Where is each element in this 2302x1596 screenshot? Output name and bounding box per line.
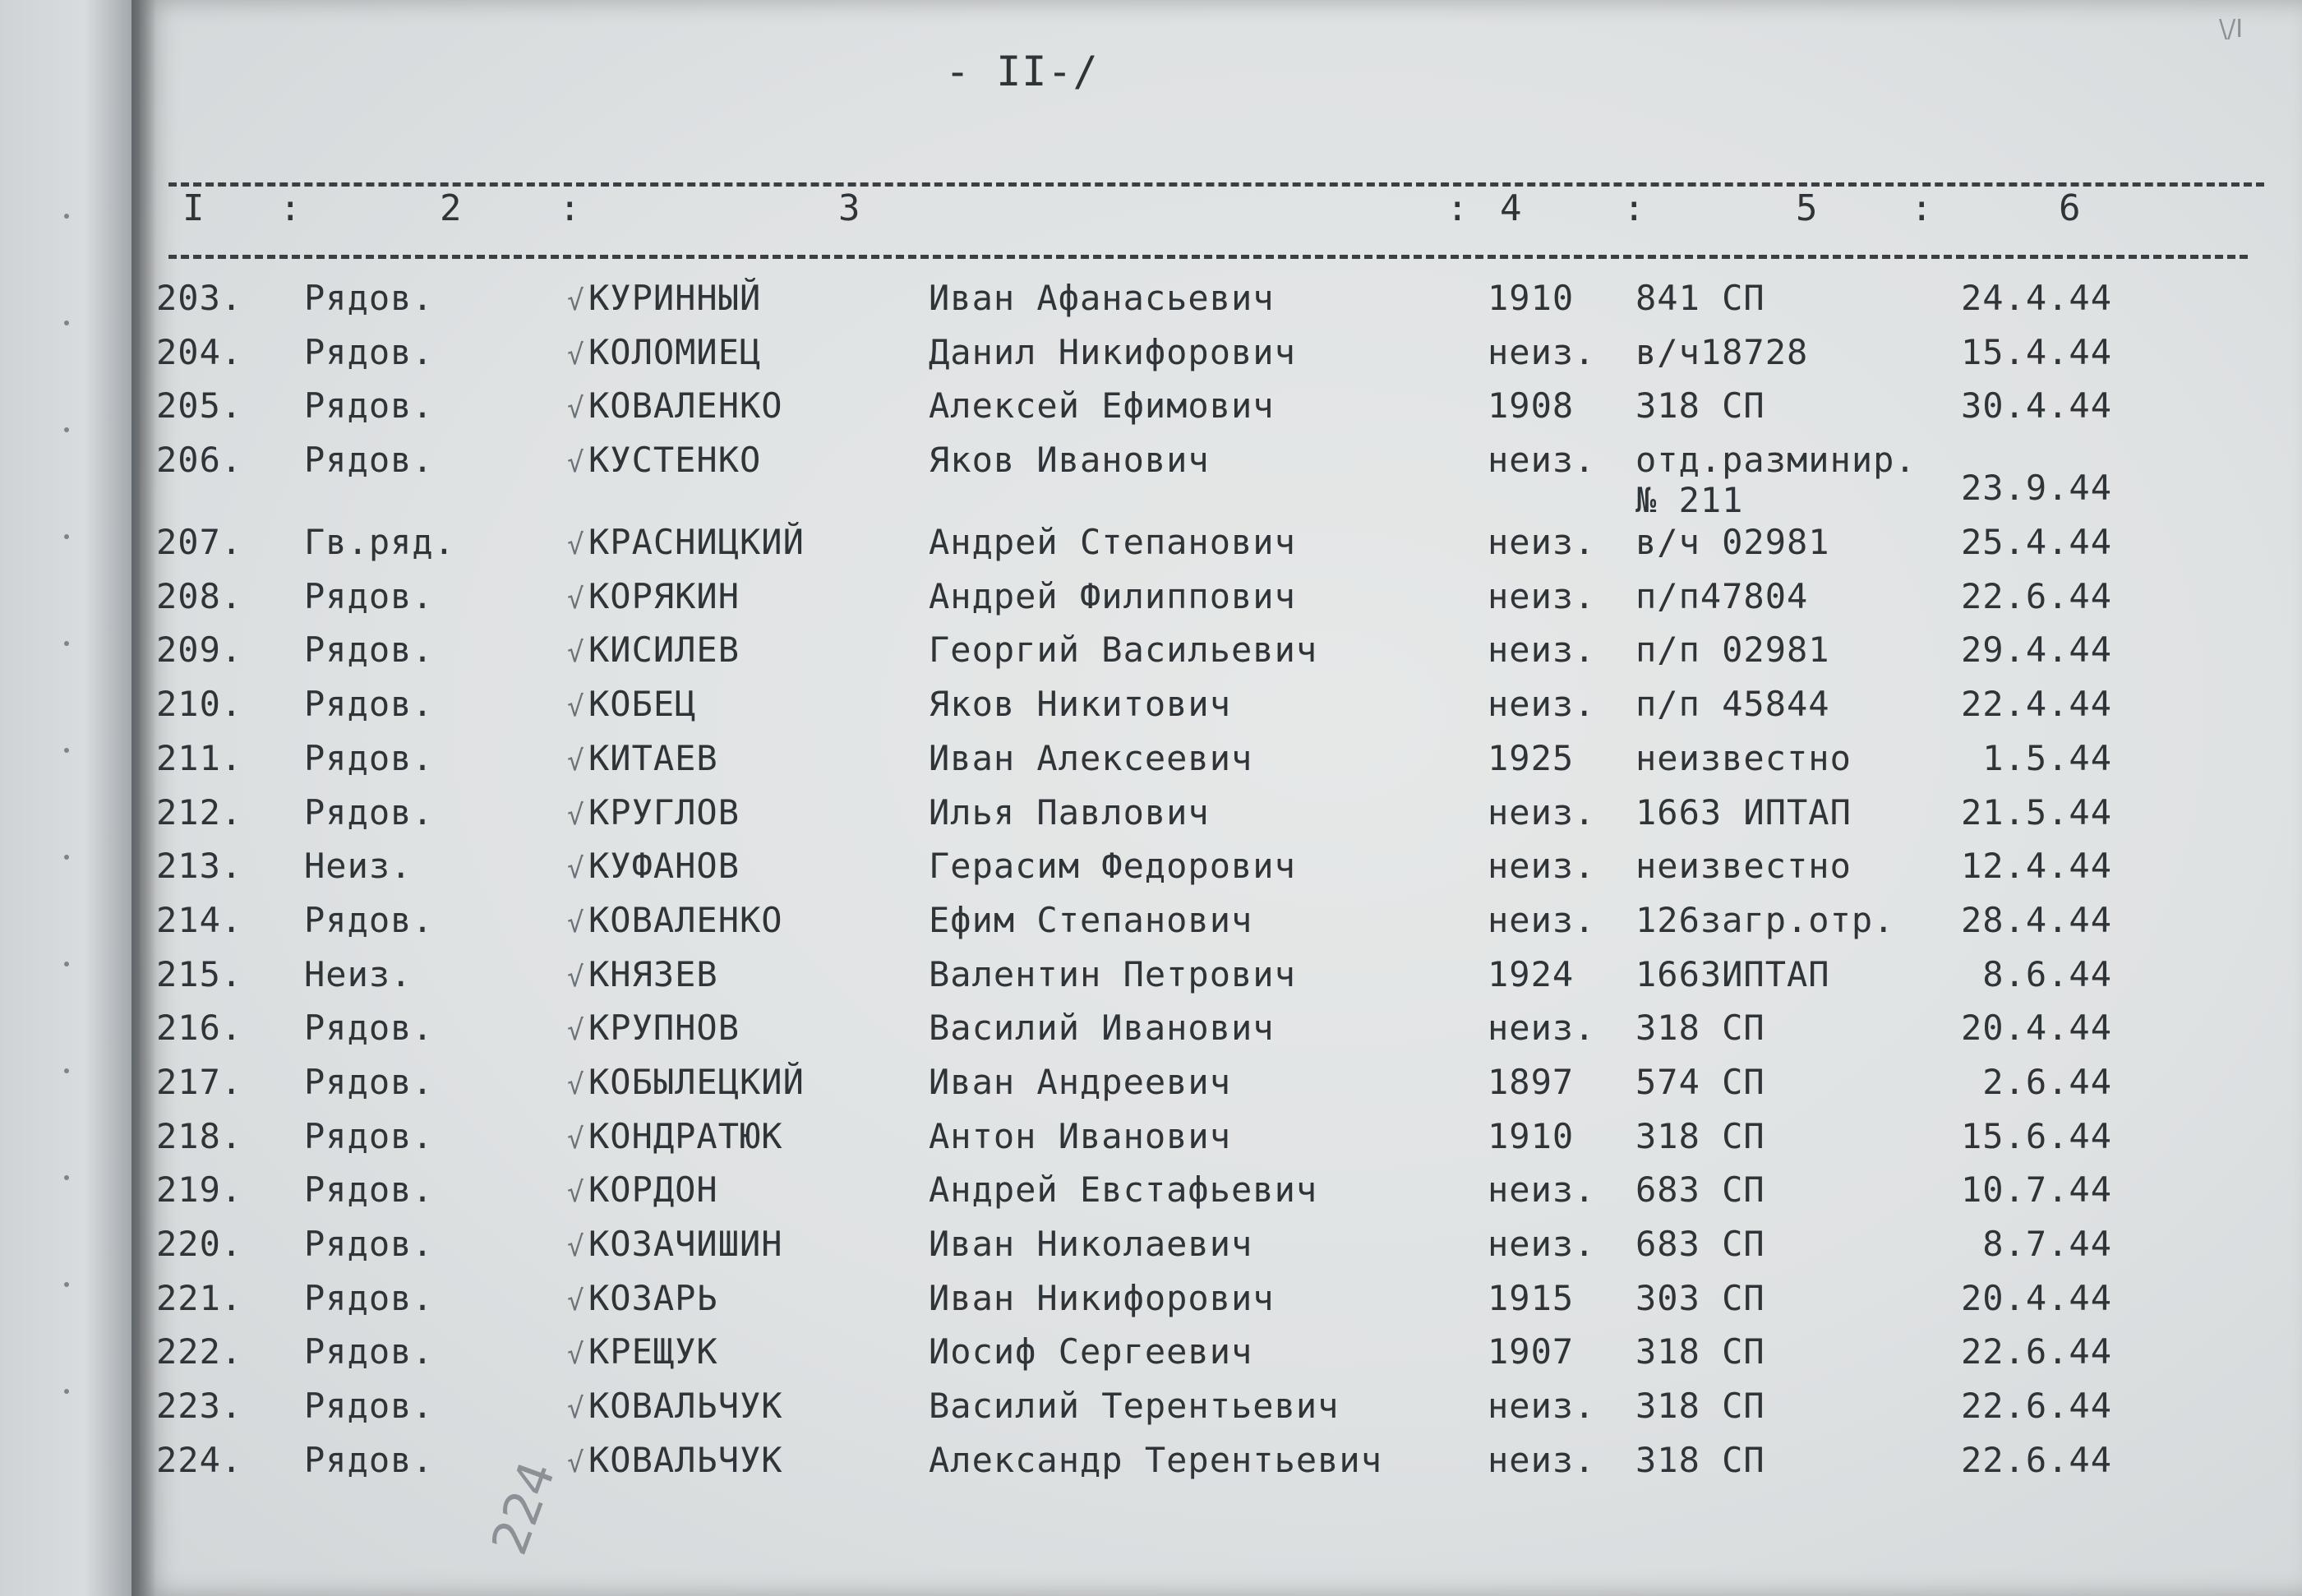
binding-dot [64, 1175, 69, 1180]
check-mark-icon: √ [567, 798, 585, 832]
row-number: 224. [156, 1439, 243, 1480]
check-mark-icon: √ [567, 446, 585, 480]
register-row [156, 738, 2112, 792]
row-unit: п/п47804 [1635, 575, 1809, 616]
row-birth-year: неиз. [1488, 791, 1596, 833]
row-rank: Рядов. [304, 1061, 434, 1102]
check-mark-icon: √ [567, 1446, 585, 1479]
row-birth-year: неиз. [1488, 899, 1596, 940]
register-row [156, 1386, 2112, 1440]
row-number: 218. [156, 1115, 243, 1156]
register-row [156, 440, 2112, 522]
row-birth-year: неиз. [1488, 1386, 1596, 1427]
row-unit: в/ч18728 [1635, 331, 1809, 372]
row-unit: 318 СП [1635, 1331, 1765, 1372]
row-number: 211. [156, 737, 243, 778]
check-mark-icon: √ [567, 1176, 585, 1210]
row-birth-year: неиз. [1488, 1008, 1596, 1049]
column-header-3: 3 [838, 187, 861, 229]
row-given-name: Антон Иванович [929, 1115, 1232, 1156]
register-row [156, 846, 2112, 900]
check-mark-icon: √ [567, 1014, 585, 1048]
row-rank: Рядов. [304, 1331, 434, 1372]
row-rank: Неиз. [304, 953, 413, 994]
row-given-name: Андрей Степанович [929, 522, 1296, 563]
row-date: 1.5.44 [1982, 737, 2112, 778]
row-number: 206. [156, 440, 243, 481]
row-date: 23.9.44 [1960, 468, 2112, 509]
row-surname: КОЛОМИЕЦ [588, 331, 762, 372]
check-mark-icon: √ [567, 906, 585, 939]
register-row [156, 1169, 2112, 1224]
check-mark-icon: √ [567, 392, 585, 426]
column-header-row: I : 2 : 3 : 4 : 5 : 6 [182, 187, 2082, 229]
row-given-name: Иван Николаевич [929, 1224, 1253, 1264]
row-given-name: Алексей Ефимович [929, 385, 1275, 427]
row-given-name: Василий Терентьевич [929, 1386, 1340, 1427]
row-unit: 318 СП [1635, 385, 1765, 427]
row-surname: КИТАЕВ [588, 737, 718, 778]
check-mark-icon: √ [567, 960, 585, 994]
row-date: 22.6.44 [1960, 1386, 2112, 1427]
row-rank: Неиз. [304, 846, 413, 887]
row-unit: п/п 45844 [1635, 684, 1830, 725]
row-date: 20.4.44 [1960, 1008, 2112, 1049]
check-mark-icon: √ [567, 1068, 585, 1101]
row-rank: Рядов. [304, 1115, 434, 1156]
row-rank: Рядов. [304, 1169, 434, 1211]
row-surname: КУФАНОВ [588, 846, 740, 887]
row-birth-year: неиз. [1488, 440, 1596, 481]
row-birth-year: неиз. [1488, 522, 1596, 563]
row-date: 22.4.44 [1960, 684, 2112, 725]
register-row [156, 1440, 2112, 1494]
binding-dot [64, 1282, 69, 1287]
pencil-annotation: 224 [480, 1454, 567, 1562]
row-date: 12.4.44 [1960, 846, 2112, 887]
row-unit: 683 СП [1635, 1224, 1765, 1264]
row-birth-year: 1897 [1488, 1061, 1575, 1102]
row-birth-year: неиз. [1488, 684, 1596, 725]
register-row [156, 630, 2112, 684]
row-unit: 303 СП [1635, 1277, 1765, 1318]
row-given-name: Валентин Петрович [929, 953, 1296, 994]
row-birth-year: 1924 [1488, 953, 1575, 994]
row-unit: 318 СП [1635, 1008, 1765, 1049]
row-rank: Рядов. [304, 1439, 434, 1480]
row-given-name: Иосиф Сергеевич [929, 1331, 1253, 1372]
register-row [156, 1224, 2112, 1278]
binding-dot [64, 1068, 69, 1073]
column-header-4: 4 [1500, 187, 1523, 229]
column-header-6: 6 [2059, 187, 2082, 229]
row-date: 10.7.44 [1960, 1169, 2112, 1211]
row-number: 207. [156, 522, 243, 563]
row-surname: КОЗАЧИШИН [588, 1224, 783, 1264]
row-number: 204. [156, 331, 243, 372]
row-given-name: Андрей Филиппович [929, 575, 1296, 616]
column-header-1: I [182, 187, 205, 229]
check-mark-icon: √ [567, 1338, 585, 1372]
row-birth-year: неиз. [1488, 1439, 1596, 1480]
binding-dot [64, 855, 69, 860]
row-unit: 574 СП [1635, 1061, 1765, 1102]
row-number: 203. [156, 278, 243, 318]
row-rank: Рядов. [304, 575, 434, 616]
row-surname: КОВАЛЕНКО [588, 385, 783, 427]
row-rank: Рядов. [304, 385, 434, 427]
check-mark-icon: √ [567, 1122, 585, 1155]
row-surname: КОВАЛЬЧУК [588, 1386, 783, 1427]
row-birth-year: неиз. [1488, 331, 1596, 372]
row-date: 25.4.44 [1960, 522, 2112, 563]
register-row [156, 278, 2112, 332]
row-date: 22.6.44 [1960, 1331, 2112, 1372]
row-surname: КОБЫЛЕЦКИЙ [588, 1061, 805, 1102]
row-date: 28.4.44 [1960, 899, 2112, 940]
check-mark-icon: √ [567, 690, 585, 724]
register-row [156, 385, 2112, 440]
row-surname: КРУГЛОВ [588, 791, 740, 833]
binding-dot [64, 534, 69, 539]
register-row [156, 1062, 2112, 1116]
register-row [156, 684, 2112, 738]
row-birth-year: 1907 [1488, 1331, 1575, 1372]
register-row [156, 1008, 2112, 1062]
row-date: 15.4.44 [1960, 331, 2112, 372]
check-mark-icon: √ [567, 1230, 585, 1263]
row-rank: Рядов. [304, 630, 434, 671]
row-birth-year: неиз. [1488, 575, 1596, 616]
row-date: 2.6.44 [1982, 1061, 2112, 1102]
row-unit: 318 СП [1635, 1439, 1765, 1480]
column-header-5: 5 [1796, 187, 1819, 229]
check-mark-icon: √ [567, 338, 585, 371]
row-birth-year: 1910 [1488, 1115, 1575, 1156]
check-mark-icon: √ [567, 582, 585, 616]
row-number: 213. [156, 846, 243, 887]
register-row [156, 954, 2112, 1008]
column-header-2: 2 [440, 187, 463, 229]
row-number: 220. [156, 1224, 243, 1264]
row-given-name: Андрей Евстафьевич [929, 1169, 1318, 1211]
row-unit: отд.разминир. [1635, 440, 1917, 481]
register-row [156, 576, 2112, 630]
row-surname: КРЕЩУК [588, 1331, 718, 1372]
row-rank: Гв.ряд. [304, 522, 456, 563]
row-given-name: Ефим Степанович [929, 899, 1253, 940]
binding-dot [64, 321, 69, 325]
row-surname: КОВАЛЬЧУК [588, 1439, 783, 1480]
binding-dot [64, 641, 69, 646]
row-surname: КОЗАРЬ [588, 1277, 718, 1318]
row-birth-year: неиз. [1488, 1224, 1596, 1264]
row-date: 30.4.44 [1960, 385, 2112, 427]
row-given-name: Яков Иванович [929, 440, 1210, 481]
row-date: 8.7.44 [1982, 1224, 2112, 1264]
row-unit: 841 СП [1635, 278, 1765, 318]
row-given-name: Иван Андреевич [929, 1061, 1232, 1102]
check-mark-icon: √ [567, 1392, 585, 1426]
row-given-name: Илья Павлович [929, 791, 1210, 833]
binding-dot [64, 748, 69, 753]
check-mark-icon: √ [567, 528, 585, 562]
row-rank: Рядов. [304, 1277, 434, 1318]
row-rank: Рядов. [304, 440, 434, 481]
corner-pencil-mark: \/I [2219, 15, 2244, 44]
row-surname: КУРИННЫЙ [588, 278, 762, 318]
row-date: 8.6.44 [1982, 953, 2112, 994]
row-date: 22.6.44 [1960, 575, 2112, 616]
row-date: 24.4.44 [1960, 278, 2112, 318]
register-row [156, 1116, 2112, 1170]
row-birth-year: 1908 [1488, 385, 1575, 427]
row-number: 210. [156, 684, 243, 725]
row-date: 21.5.44 [1960, 791, 2112, 833]
row-surname: КРАСНИЦКИЙ [588, 522, 805, 563]
row-rank: Рядов. [304, 1386, 434, 1427]
header-rule-bottom [168, 255, 2248, 259]
casualty-register-table [156, 278, 2112, 1493]
row-birth-year: неиз. [1488, 846, 1596, 887]
row-rank: Рядов. [304, 899, 434, 940]
register-row [156, 792, 2112, 846]
row-birth-year: неиз. [1488, 630, 1596, 671]
row-number: 221. [156, 1277, 243, 1318]
row-date: 15.6.44 [1960, 1115, 2112, 1156]
row-unit: в/ч 02981 [1635, 522, 1830, 563]
row-unit: 1663 ИПТАП [1635, 791, 1852, 833]
row-surname: КНЯЗЕВ [588, 953, 718, 994]
row-rank: Рядов. [304, 1224, 434, 1264]
row-surname: КОБЕЦ [588, 684, 697, 725]
row-given-name: Александр Терентьевич [929, 1439, 1383, 1480]
row-given-name: Георгий Васильевич [929, 630, 1318, 671]
row-birth-year: 1910 [1488, 278, 1575, 318]
check-mark-icon: √ [567, 636, 585, 670]
row-number: 219. [156, 1169, 243, 1211]
row-unit: п/п 02981 [1635, 630, 1830, 671]
row-given-name: Иван Алексеевич [929, 737, 1253, 778]
row-given-name: Иван Афанасьевич [929, 278, 1275, 318]
row-surname: КРУПНОВ [588, 1008, 740, 1049]
check-mark-icon: √ [567, 1284, 585, 1317]
row-unit-line2: № 211 [1635, 480, 1744, 521]
register-row [156, 332, 2112, 386]
row-rank: Рядов. [304, 791, 434, 833]
row-given-name: Данил Никифорович [929, 331, 1296, 372]
row-rank: Рядов. [304, 684, 434, 725]
row-unit: 318 СП [1635, 1115, 1765, 1156]
row-number: 205. [156, 385, 243, 427]
register-row [156, 900, 2112, 954]
row-birth-year: неиз. [1488, 1169, 1596, 1211]
row-given-name: Яков Никитович [929, 684, 1232, 725]
page-number: - II-/ [945, 48, 1099, 95]
header-rule-top [168, 182, 2264, 187]
row-date: 29.4.44 [1960, 630, 2112, 671]
row-number: 209. [156, 630, 243, 671]
row-surname: КУСТЕНКО [588, 440, 762, 481]
row-given-name: Василий Иванович [929, 1008, 1275, 1049]
row-number: 208. [156, 575, 243, 616]
row-birth-year: 1925 [1488, 737, 1575, 778]
check-mark-icon: √ [567, 284, 585, 317]
row-number: 217. [156, 1061, 243, 1102]
row-rank: Рядов. [304, 278, 434, 318]
check-mark-icon: √ [567, 852, 585, 886]
row-unit: 1663ИПТАП [1635, 953, 1830, 994]
row-given-name: Иван Никифорович [929, 1277, 1275, 1318]
binding-dot [64, 962, 69, 966]
row-number: 216. [156, 1008, 243, 1049]
check-mark-icon: √ [567, 744, 585, 777]
row-surname: КИСИЛЕВ [588, 630, 740, 671]
row-date: 20.4.44 [1960, 1277, 2112, 1318]
binding-dot [64, 1389, 69, 1394]
row-given-name: Герасим Федорович [929, 846, 1296, 887]
row-number: 215. [156, 953, 243, 994]
row-surname: КОВАЛЕНКО [588, 899, 783, 940]
row-rank: Рядов. [304, 1008, 434, 1049]
row-number: 214. [156, 899, 243, 940]
row-unit: неизвестно [1635, 846, 1852, 887]
register-row [156, 1331, 2112, 1386]
register-row [156, 1278, 2112, 1332]
row-birth-year: 1915 [1488, 1277, 1575, 1318]
row-unit: 683 СП [1635, 1169, 1765, 1211]
register-row [156, 522, 2112, 576]
row-unit: 318 СП [1635, 1386, 1765, 1427]
row-number: 223. [156, 1386, 243, 1427]
row-rank: Рядов. [304, 737, 434, 778]
row-unit: 126загр.отр. [1635, 899, 1895, 940]
binding-dot [64, 427, 69, 432]
row-unit: неизвестно [1635, 737, 1852, 778]
row-surname: КОНДРАТЮК [588, 1115, 783, 1156]
row-surname: КОРДОН [588, 1169, 718, 1211]
row-surname: КОРЯКИН [588, 575, 740, 616]
row-rank: Рядов. [304, 331, 434, 372]
row-number: 222. [156, 1331, 243, 1372]
row-date: 22.6.44 [1960, 1439, 2112, 1480]
row-number: 212. [156, 791, 243, 833]
